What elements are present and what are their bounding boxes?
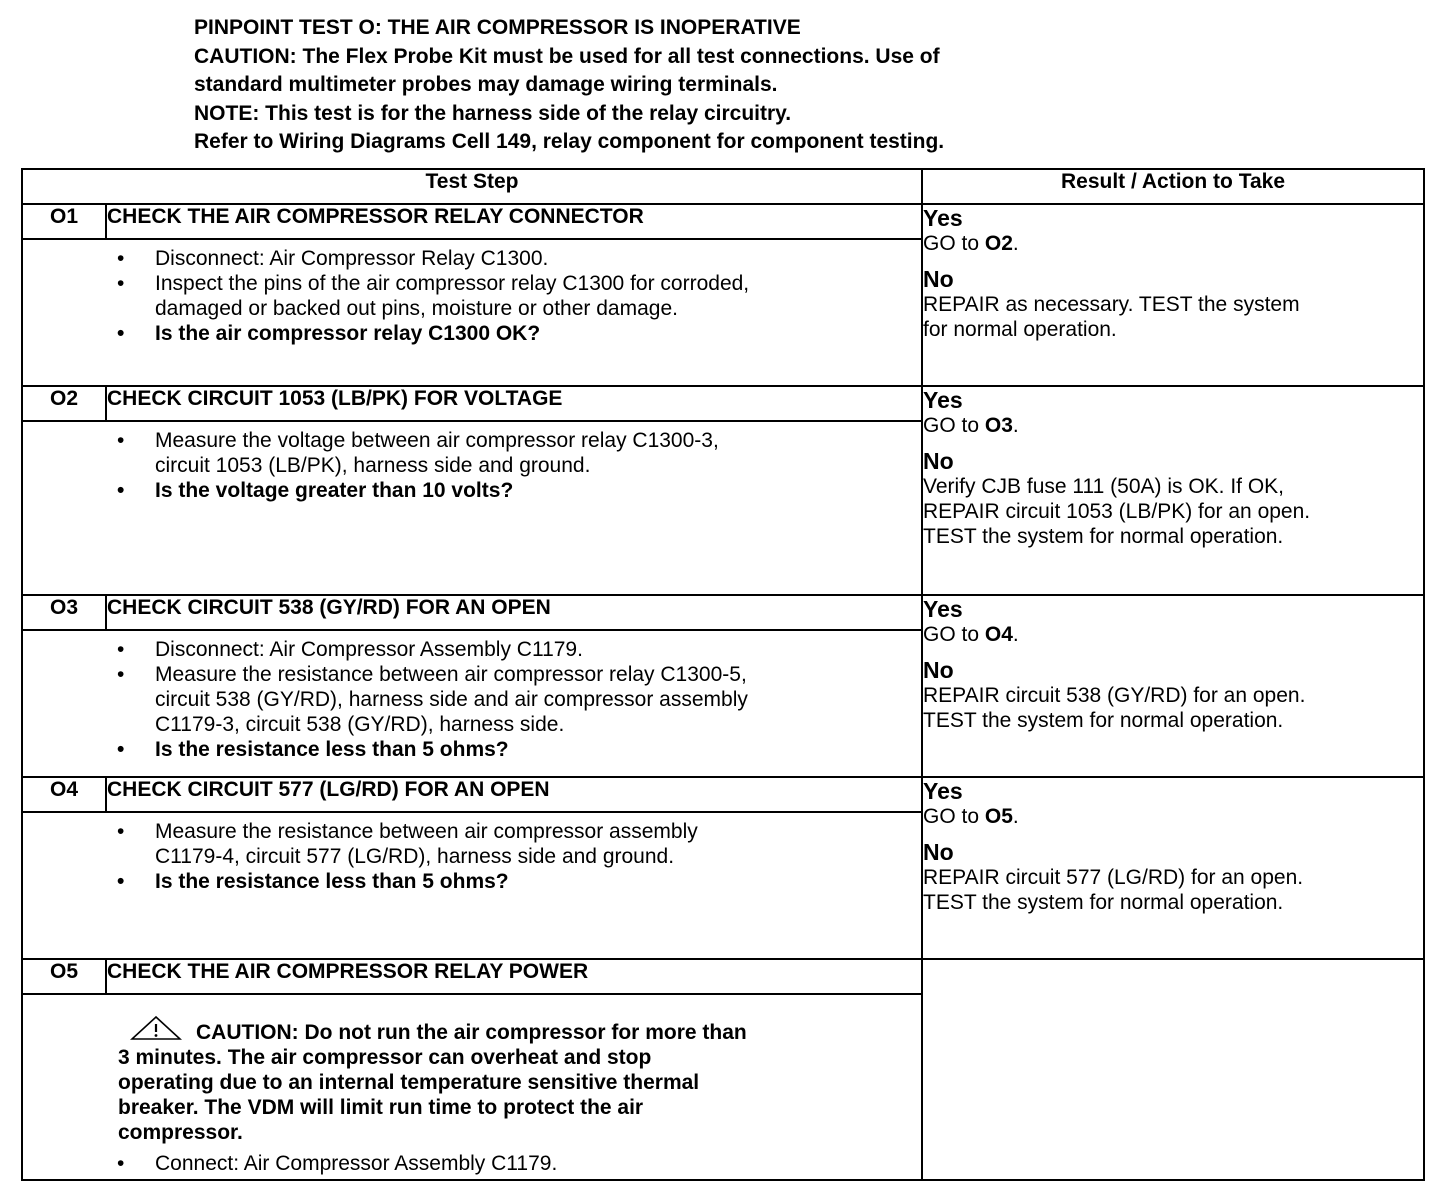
caution-line: breaker. The VDM will limit run time to protect the air — [118, 1096, 644, 1119]
no-action-line: REPAIR as necessary. TEST the system — [923, 293, 1300, 316]
no-action-line: TEST the system for normal operation. — [923, 891, 1284, 914]
step-o4-result — [922, 777, 1424, 959]
list-item-continuation: C1179-4, circuit 577 (LG/RD), harness side and ground. — [155, 845, 675, 868]
step-id: O4 — [22, 777, 106, 812]
list-item: • Measure the resistance between air compressor assembly — [117, 820, 698, 843]
table-header-row — [22, 169, 1424, 204]
list-item: • Connect: Air Compressor Assembly C1179. — [117, 1152, 558, 1175]
step-o2-title-row — [22, 386, 1424, 421]
list-item: • Measure the resistance between air compressor relay C1300-5, — [117, 663, 747, 686]
step-o3-body — [22, 630, 922, 777]
step-o2-body — [22, 421, 922, 595]
step-id: O5 — [22, 959, 106, 994]
no-action-line: TEST the system for normal operation. — [923, 709, 1284, 732]
yes-action: GO to O3. — [923, 414, 1019, 437]
list-item: • Disconnect: Air Compressor Assembly C1179. — [117, 638, 583, 661]
caution-line-1: CAUTION: The Flex Probe Kit must be used for all test connections. Use of — [194, 44, 940, 68]
step-o5-result — [922, 959, 1424, 1180]
yes-label: Yes — [923, 778, 963, 804]
no-label: No — [923, 657, 954, 683]
step-title: CHECK THE AIR COMPRESSOR RELAY CONNECTOR — [106, 204, 922, 239]
list-item-question: • Is the resistance less than 5 ohms? — [117, 870, 509, 893]
list-item-continuation: damaged or backed out pins, moisture or other damage. — [155, 297, 678, 320]
no-label: No — [923, 839, 954, 865]
list-item-question: • Is the voltage greater than 10 volts? — [117, 479, 514, 502]
document-header — [194, 14, 1344, 157]
list-item-question: • Is the air compressor relay C1300 OK? — [117, 322, 541, 345]
step-id: O2 — [22, 386, 106, 421]
no-action-line: REPAIR circuit 538 (GY/RD) for an open. — [923, 684, 1306, 707]
pinpoint-test-table — [21, 168, 1425, 1181]
list-item: • Disconnect: Air Compressor Relay C1300. — [117, 247, 549, 270]
step-id: O3 — [22, 595, 106, 630]
step-o3-result — [922, 595, 1424, 777]
column-test-step: Test Step — [22, 169, 922, 204]
caution-line: 3 minutes. The air compressor can overheat and stop — [118, 1046, 652, 1069]
step-title: CHECK CIRCUIT 1053 (LB/PK) FOR VOLTAGE — [106, 386, 922, 421]
step-title: CHECK THE AIR COMPRESSOR RELAY POWER — [106, 959, 922, 994]
yes-action: GO to O2. — [923, 232, 1019, 255]
step-o5-body — [22, 994, 922, 1180]
step-title: CHECK CIRCUIT 538 (GY/RD) FOR AN OPEN — [106, 595, 922, 630]
no-action-line: for normal operation. — [923, 318, 1117, 341]
refer-line: Refer to Wiring Diagrams Cell 149, relay component for component testing. — [194, 130, 945, 154]
yes-label: Yes — [923, 596, 963, 622]
no-action-line: REPAIR circuit 577 (LG/RD) for an open. — [923, 866, 1304, 889]
yes-action: GO to O5. — [923, 805, 1019, 828]
o5-caution: CAUTION: Do not run the air compressor for more than 3 minutes. The air compressor can overheat and stop operating due to an internal temperature sensitive thermal breaker. The VDM will limit run time to protect the air compressor. — [23, 995, 921, 1145]
step-id: O1 — [22, 204, 106, 239]
no-action-line: REPAIR circuit 1053 (LB/PK) for an open. — [923, 500, 1311, 523]
step-o4-title-row — [22, 777, 1424, 812]
step-o1-body — [22, 239, 922, 386]
step-title: CHECK CIRCUIT 577 (LG/RD) FOR AN OPEN — [106, 777, 922, 812]
warning-triangle-icon — [130, 1015, 182, 1041]
list-item-continuation: C1179-3, circuit 538 (GY/RD), harness side. — [155, 713, 565, 736]
step-o5-title-row — [22, 959, 1424, 994]
test-title: PINPOINT TEST O: THE AIR COMPRESSOR IS INOPERATIVE — [194, 16, 801, 39]
caution-line: operating due to an internal temperature sensitive thermal — [118, 1071, 700, 1094]
yes-action: GO to O4. — [923, 623, 1019, 646]
list-item: • Inspect the pins of the air compressor relay C1300 for corroded, — [117, 272, 750, 295]
list-item-continuation: circuit 1053 (LB/PK), harness side and ground. — [155, 454, 591, 477]
step-o1-result — [922, 204, 1424, 386]
column-result: Result / Action to Take — [922, 169, 1424, 204]
caution-line: compressor. — [118, 1121, 243, 1144]
list-item: • Measure the voltage between air compressor relay C1300-3, — [117, 429, 719, 452]
step-o3-title-row — [22, 595, 1424, 630]
yes-label: Yes — [923, 387, 963, 413]
step-o4-body — [22, 812, 922, 959]
no-action-line: TEST the system for normal operation. — [923, 525, 1284, 548]
list-item-question: • Is the resistance less than 5 ohms? — [117, 738, 509, 761]
yes-label: Yes — [923, 205, 963, 231]
step-o2-result — [922, 386, 1424, 595]
step-o1-title-row — [22, 204, 1424, 239]
no-action-line: Verify CJB fuse 111 (50A) is OK. If OK, — [923, 475, 1285, 498]
note-line: NOTE: This test is for the harness side of the relay circuitry. — [194, 101, 792, 125]
no-label: No — [923, 266, 954, 292]
caution-line-2: standard multimeter probes may damage wiring terminals. — [194, 73, 778, 97]
no-label: No — [923, 448, 954, 474]
list-item-continuation: circuit 538 (GY/RD), harness side and air compressor assembly — [155, 688, 748, 711]
